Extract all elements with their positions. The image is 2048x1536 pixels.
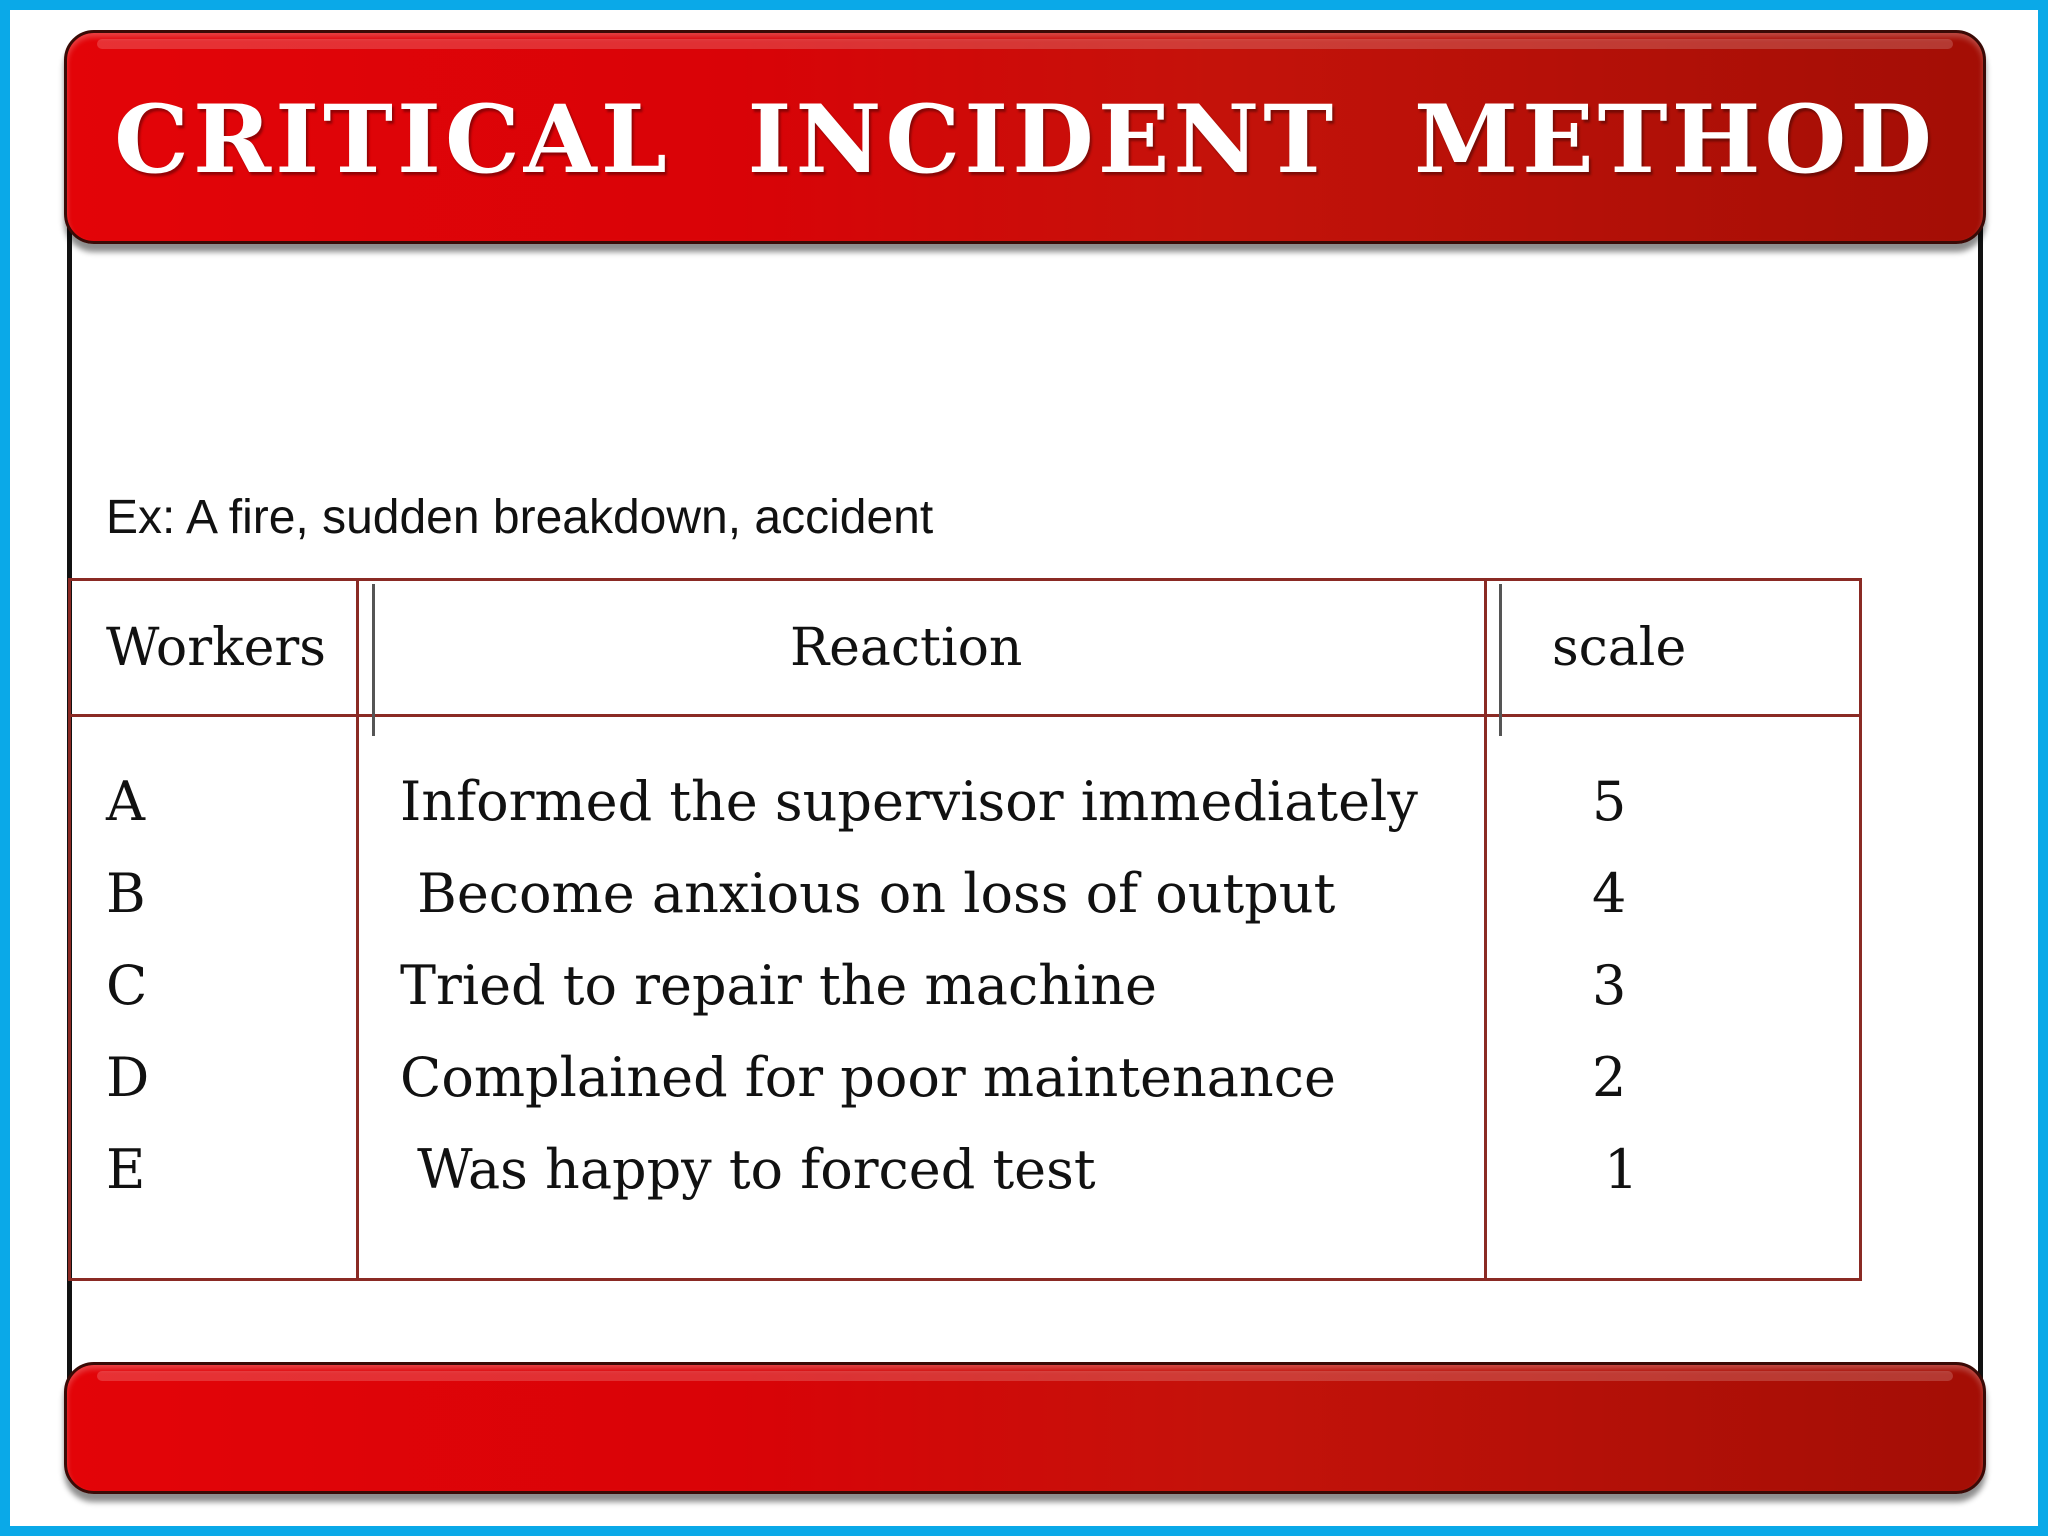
header-scale: scale bbox=[1552, 618, 1687, 678]
footer-banner-gloss bbox=[97, 1371, 1953, 1381]
example-text: Ex: A fire, sudden breakdown, accident bbox=[106, 491, 934, 544]
row-b-worker: B bbox=[106, 862, 146, 925]
slide-title: CRITICAL INCIDENT METHOD bbox=[114, 85, 1936, 195]
row-e-worker: E bbox=[106, 1138, 146, 1201]
row-d-worker: D bbox=[106, 1046, 150, 1109]
row-c-scale: 3 bbox=[1592, 954, 1627, 1017]
row-e-scale: 1 bbox=[1604, 1138, 1639, 1201]
footer-banner bbox=[64, 1362, 1986, 1494]
row-d-scale: 2 bbox=[1592, 1046, 1627, 1109]
header-reaction: Reaction bbox=[790, 618, 1023, 678]
title-banner bbox=[64, 30, 1986, 244]
table-column-divider-2 bbox=[1484, 578, 1487, 1281]
row-a-worker: A bbox=[106, 770, 145, 833]
header-workers: Workers bbox=[106, 618, 326, 678]
row-b-scale: 4 bbox=[1592, 862, 1627, 925]
row-b-reaction: Become anxious on loss of output bbox=[400, 862, 1336, 925]
row-c-reaction: Tried to repair the machine bbox=[400, 954, 1157, 1017]
table-column-divider-1 bbox=[356, 578, 359, 1281]
table-header-divider bbox=[68, 714, 1862, 717]
row-c-worker: C bbox=[106, 954, 148, 1017]
row-e-reaction: Was happy to forced test bbox=[400, 1138, 1096, 1201]
row-a-reaction: Informed the supervisor immediately bbox=[400, 770, 1418, 833]
row-a-scale: 5 bbox=[1592, 770, 1627, 833]
header-divider-mark-1 bbox=[372, 584, 375, 736]
row-d-reaction: Complained for poor maintenance bbox=[400, 1046, 1336, 1109]
header-divider-mark-2 bbox=[1499, 584, 1502, 736]
